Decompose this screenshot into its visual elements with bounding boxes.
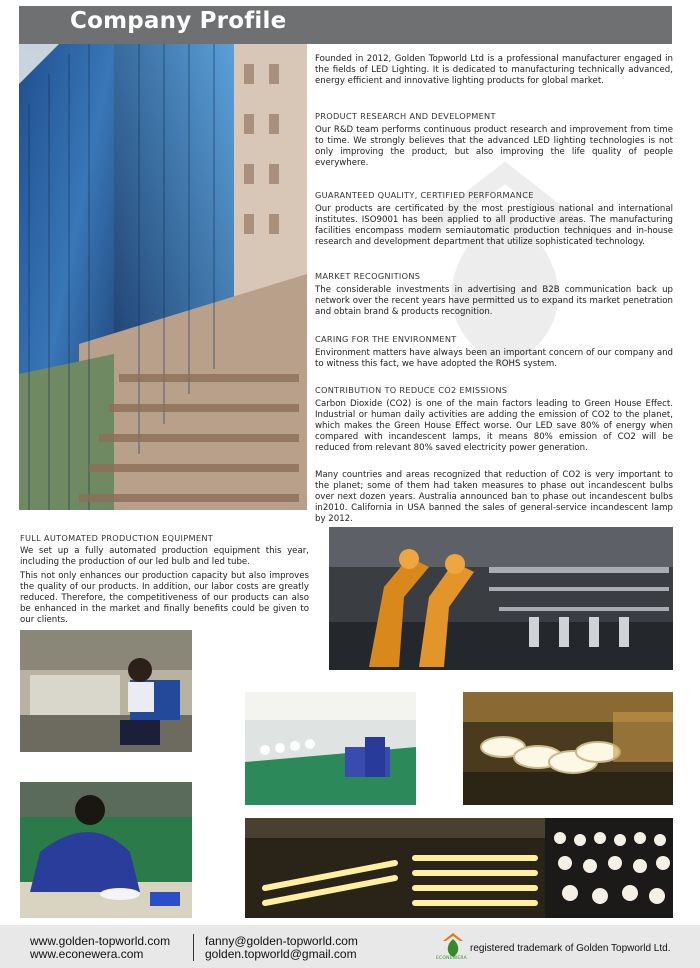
intro-paragraph: Founded in 2012, Golden Topworld Ltd is a professional manufacturer engaged in the fields of LED Lighting. It is dedicated to manufacturing technically advanced, energy efficient and innovative lighting products for global market. <box>315 54 673 86</box>
section-quality <box>315 190 673 248</box>
website-link[interactable]: www.econewera.com <box>30 947 144 961</box>
section-body: Many countries and areas recognized that reduction of CO2 is very important to the planet; some of them had taken measures to phase out incandescent bulbs over next dozen years. Australia announced ban to phase out incandescent bulbs in2010. California in USA banned the sales of general-service incandescent lamp by 2012. <box>315 470 673 524</box>
section-body: Environment matters have always been an important concern of our company and to witness this fact, we have adopted the ROHS system. <box>315 348 673 369</box>
footer-emails <box>205 935 358 961</box>
email-link[interactable]: golden.topworld@gmail.com <box>205 947 357 961</box>
section-heading: CONTRIBUTION TO REDUCE CO2 EMISSIONS <box>315 385 508 395</box>
website-link[interactable]: www.golden-topworld.com <box>30 934 171 948</box>
led-bulbs-photo <box>545 818 673 918</box>
trademark-text: registered trademark of Golden Topworld Ltd. <box>470 943 671 954</box>
led-tubes-photo <box>245 818 545 918</box>
section-body: Our R&D team performs continuous product research and improvement from time to time. We strongly believes that the advanced LED lighting technologies is not only improving the product, but also improving the life quality of people everywhere. <box>315 125 673 168</box>
worker-testing-photo <box>20 630 192 752</box>
production-line-photo <box>245 692 416 805</box>
section-rnd <box>315 111 673 169</box>
section-production <box>20 533 309 629</box>
section-body: The considerable investments in advertising and B2B communication back up network over the recent years have permitted us to expand its market penetration and obtain brand & products recognition. <box>315 285 673 317</box>
section-heading: GUARANTEED QUALITY, CERTIFIED PERFORMANCE <box>315 190 534 200</box>
section-heading: CARING FOR THE ENVIRONMENT <box>315 334 457 344</box>
building-photo <box>19 44 307 510</box>
panel-lights-photo <box>463 692 673 805</box>
footer-websites <box>30 935 170 961</box>
email-link[interactable]: fanny@golden-topworld.com <box>205 934 358 948</box>
page-title: Company Profile <box>70 8 287 34</box>
production-paragraph-1: We set up a fully automated production equipment this year, including the production of our led bulb and led tube. <box>20 546 309 567</box>
section-market <box>315 271 673 318</box>
section-heading: FULL AUTOMATED PRODUCTION EQUIPMENT <box>20 533 214 543</box>
section-co2-continued <box>315 470 673 525</box>
logo-text: ECONEWERA <box>436 956 467 961</box>
section-co2 <box>315 385 673 454</box>
section-body: Carbon Dioxide (CO2) is one of the main factors leading to Green House Effect. Industrial or human daily activities are adding the emission of CO2 to the planet, which makes the Green House Effect worse. Our LED save 80% of energy when compared with incandescent lamps, it means 80% emission of CO2 will be reduced from relevant 80% saved electricity power generation. <box>315 399 673 453</box>
worker-assembly-photo <box>20 782 192 918</box>
footer-divider <box>193 934 194 961</box>
robot-arms-photo <box>329 527 673 670</box>
section-heading: PRODUCT RESEARCH AND DEVELOPMENT <box>315 111 496 121</box>
section-environment <box>315 334 673 370</box>
section-heading: MARKET RECOGNITIONS <box>315 271 421 281</box>
footer <box>0 925 700 968</box>
section-body: Our products are certificated by the most prestigious national and international institutes. ISO9001 has been applied to all productive areas. The manufacturing facilities encompass modern semiautomatic production techniques and in-house research and development department that utilize sophisticated technology. <box>315 204 673 247</box>
production-paragraph-2: This not only enhances our production capacity but also improves the quality of our products. In addition, our labor costs are greatly reduced. Therefore, the competitiveness of our products can also be enhanced in the market and finally benefits could be given to our clients. <box>20 571 309 625</box>
